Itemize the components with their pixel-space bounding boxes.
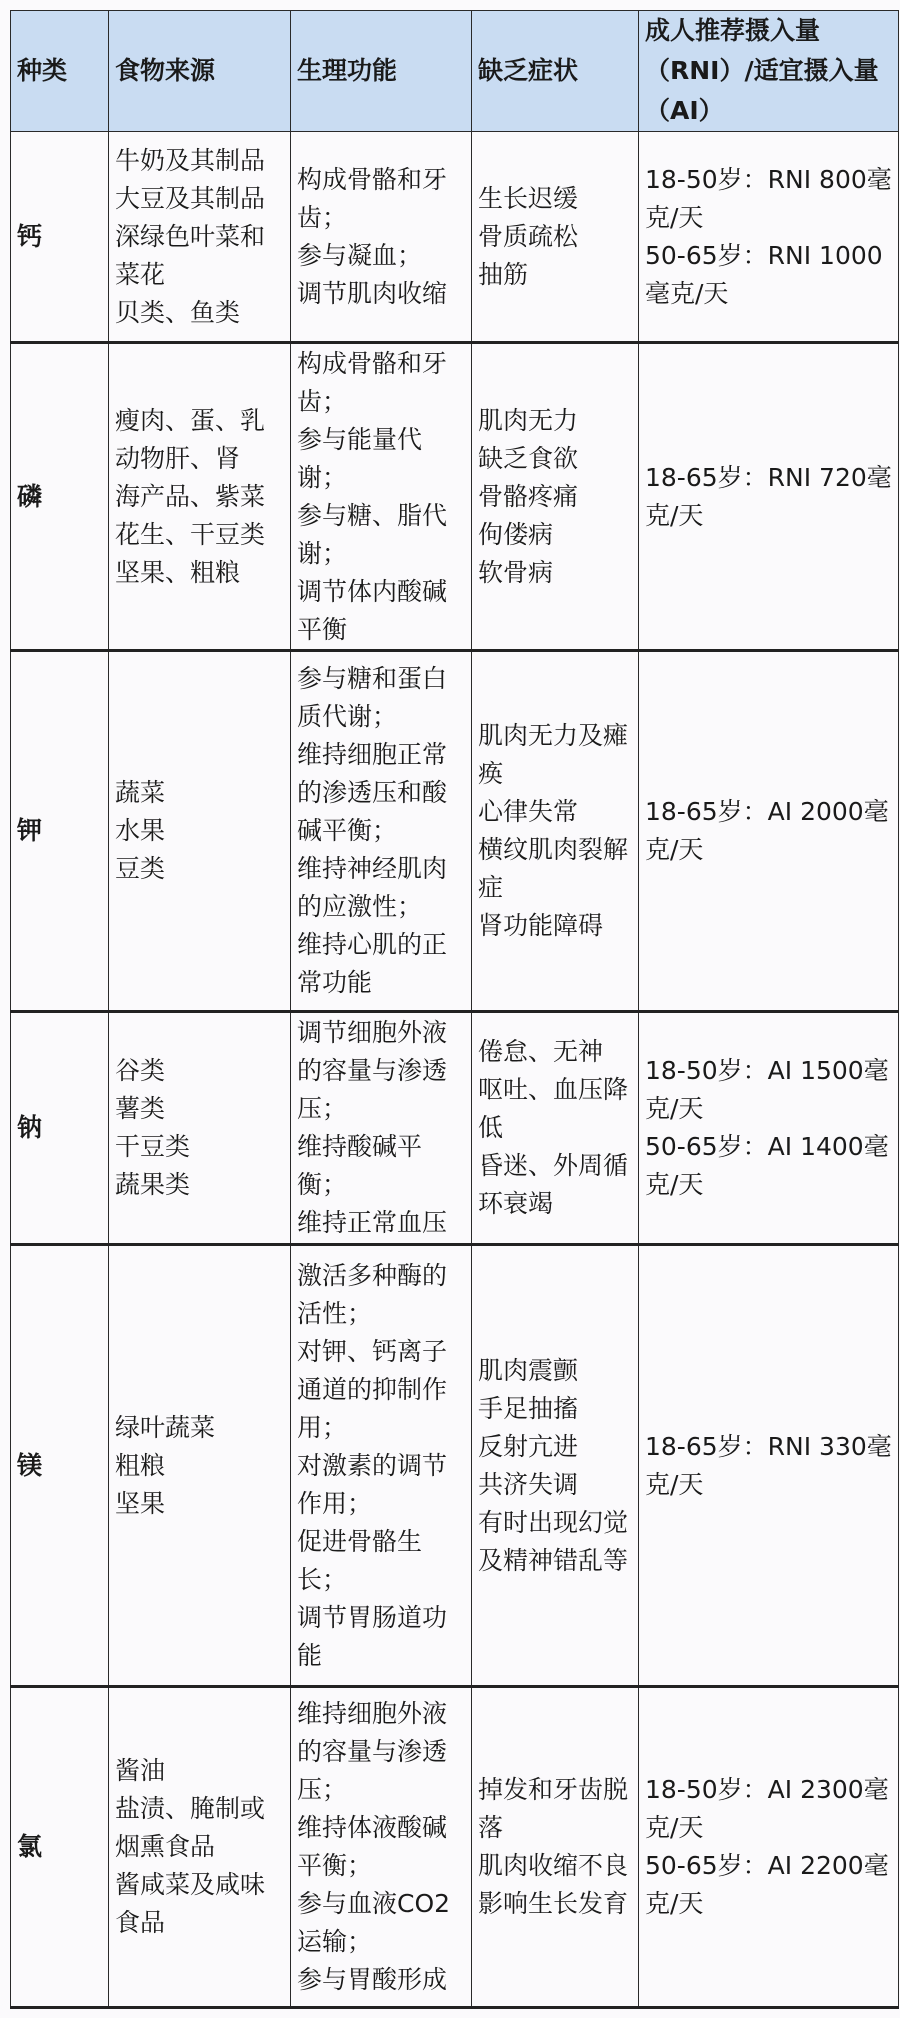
cell-line: 压；	[297, 1775, 348, 1804]
table-row	[11, 1245, 899, 1687]
cell-line: 克/天	[645, 202, 704, 232]
cell-line: 低	[478, 1113, 504, 1142]
cell-line: 肌肉无力及瘫	[478, 721, 629, 750]
cell-line: 坚果、粗粮	[115, 557, 241, 587]
cell-line: 维持神经肌肉	[297, 854, 448, 883]
cell-line: 手足抽搐	[478, 1393, 579, 1423]
cell-line: 横纹肌肉裂解	[478, 835, 629, 864]
cell-line: 海产品、紫菜	[115, 481, 266, 511]
cell-line: 反射亢进	[478, 1431, 579, 1461]
cell-line: 18-50岁：AI 2300毫	[645, 1775, 889, 1804]
cell-line: 牛奶及其制品	[115, 145, 266, 175]
cell-line: 18-50岁：RNI 800毫	[645, 164, 892, 194]
table-row	[11, 651, 899, 1012]
table-row	[11, 1012, 899, 1245]
cell-food-source	[109, 1012, 291, 1245]
cell-line: 18-50岁：AI 1500毫	[645, 1056, 889, 1085]
cell-line: 调节体内酸碱	[297, 576, 448, 606]
cell-line: 50-65岁：AI 1400毫	[645, 1132, 889, 1161]
cell-line: 激活多种酶的	[297, 1260, 448, 1290]
cell-line: 构成骨骼和牙	[297, 164, 448, 194]
cell-line: 及精神错乱等	[478, 1545, 629, 1575]
cell-line: 通道的抑制作	[297, 1374, 448, 1404]
cell-line: 症	[478, 873, 504, 902]
cell-food-source	[109, 343, 291, 651]
table-row	[11, 1687, 899, 2008]
cell-deficiency	[472, 1012, 639, 1245]
cell-line: 维持正常血压	[297, 1208, 448, 1237]
cell-intake	[639, 1245, 899, 1687]
cell-line: 调节胃肠道功	[297, 1602, 448, 1632]
cell-line: 参与胃酸形成	[297, 1965, 448, 1994]
cell-function	[291, 651, 472, 1012]
cell-line: 干豆类	[115, 1132, 191, 1161]
cell-line: 的渗透压和酸	[297, 778, 448, 807]
cell-line: 能	[297, 1640, 323, 1670]
cell-function	[291, 1245, 472, 1687]
cell-intake	[639, 1687, 899, 2008]
cell-deficiency	[472, 343, 639, 651]
cell-line: 长；	[297, 1564, 348, 1594]
cell-deficiency	[472, 1687, 639, 2008]
cell-line: 参与糖和蛋白	[297, 664, 448, 693]
cell-line: 平衡	[297, 614, 348, 644]
cell-line: 蔬菜	[115, 778, 166, 807]
cell-line: 衡；	[297, 1170, 348, 1199]
cell-line: 50-65岁：RNI 1000	[645, 240, 883, 270]
cell-line: 用；	[297, 1412, 348, 1442]
mineral-nutrition-table	[10, 10, 899, 2009]
cell-line: 维持体液酸碱	[297, 1813, 448, 1842]
cell-line: 动物肝、肾	[115, 443, 241, 473]
cell-line: 昏迷、外周循	[478, 1151, 629, 1180]
cell-line: 克/天	[645, 1813, 704, 1842]
cell-line: 食品	[115, 1908, 166, 1937]
cell-line: 50-65岁：AI 2200毫	[645, 1851, 889, 1880]
cell-line: 软骨病	[478, 557, 554, 587]
cell-deficiency	[472, 651, 639, 1012]
cell-function	[291, 1687, 472, 2008]
cell-line: 呕吐、血压降	[478, 1075, 629, 1104]
header-intake-line: （AI）	[645, 96, 724, 125]
cell-line: 参与能量代	[297, 424, 423, 454]
cell-line: 有时出现幻觉	[478, 1507, 629, 1537]
cell-line: 克/天	[645, 1889, 704, 1918]
cell-kind: 磷	[11, 343, 109, 651]
cell-food-source	[109, 1687, 291, 2008]
cell-food-source	[109, 651, 291, 1012]
cell-line: 维持酸碱平	[297, 1132, 423, 1161]
cell-line: 佝偻病	[478, 519, 554, 549]
cell-food-source	[109, 132, 291, 343]
cell-line: 18-65岁：RNI 330毫	[645, 1431, 892, 1461]
cell-line: 绿叶蔬菜	[115, 1412, 216, 1442]
cell-line: 菜花	[115, 259, 166, 289]
cell-line: 碱平衡；	[297, 816, 398, 845]
cell-line: 薯类	[115, 1094, 166, 1123]
cell-line: 水果	[115, 816, 166, 845]
header-intake-line: （RNI）/适宜摄入量	[645, 56, 879, 85]
cell-line: 烟熏食品	[115, 1832, 216, 1861]
cell-kind: 钾	[11, 651, 109, 1012]
cell-line: 克/天	[645, 1094, 704, 1123]
cell-intake	[639, 343, 899, 651]
header-intake-line: 成人推荐摄入量	[645, 16, 821, 45]
cell-line: 酱油	[115, 1756, 166, 1785]
cell-line: 掉发和牙齿脱	[478, 1775, 629, 1804]
cell-line: 维持细胞正常	[297, 740, 448, 769]
cell-kind: 钠	[11, 1012, 109, 1245]
cell-deficiency	[472, 1245, 639, 1687]
cell-line: 压；	[297, 1094, 348, 1123]
header-kind: 种类	[11, 11, 109, 132]
cell-line: 克/天	[645, 1469, 704, 1499]
cell-line: 作用；	[297, 1488, 373, 1518]
cell-line: 瘦肉、蛋、乳	[115, 405, 266, 435]
cell-line: 质代谢；	[297, 702, 398, 731]
cell-line: 酱咸菜及咸味	[115, 1870, 266, 1899]
cell-line: 谢；	[297, 462, 348, 492]
cell-line: 平衡；	[297, 1851, 373, 1880]
cell-kind: 镁	[11, 1245, 109, 1687]
cell-line: 骨质疏松	[478, 221, 579, 251]
cell-line: 花生、干豆类	[115, 519, 266, 549]
cell-line: 对钾、钙离子	[297, 1336, 448, 1366]
cell-intake	[639, 651, 899, 1012]
cell-function	[291, 132, 472, 343]
table-header-row	[11, 11, 899, 132]
cell-line: 盐渍、腌制或	[115, 1794, 266, 1823]
cell-line: 维持心肌的正	[297, 930, 448, 959]
cell-line: 肌肉无力	[478, 405, 579, 435]
cell-line: 共济失调	[478, 1469, 579, 1499]
cell-line: 调节细胞外液	[297, 1018, 448, 1047]
header-deficiency: 缺乏症状	[472, 11, 639, 132]
cell-line: 的应激性；	[297, 892, 423, 921]
header-function: 生理功能	[291, 11, 472, 132]
cell-line: 抽筋	[478, 259, 529, 289]
cell-line: 毫克/天	[645, 278, 729, 308]
cell-line: 18-65岁：RNI 720毫	[645, 462, 892, 492]
cell-line: 粗粮	[115, 1450, 166, 1480]
cell-function	[291, 1012, 472, 1245]
cell-line: 谷类	[115, 1056, 166, 1085]
cell-line: 参与血液CO2	[297, 1889, 451, 1918]
cell-line: 克/天	[645, 1170, 704, 1199]
cell-line: 大豆及其制品	[115, 183, 266, 213]
cell-kind: 氯	[11, 1687, 109, 2008]
cell-line: 维持细胞外液	[297, 1699, 448, 1728]
cell-line: 骨骼疼痛	[478, 481, 579, 511]
table-row	[11, 343, 899, 651]
table-row	[11, 132, 899, 343]
cell-line: 肾功能障碍	[478, 911, 604, 940]
cell-line: 谢；	[297, 538, 348, 568]
cell-line: 环衰竭	[478, 1189, 554, 1218]
cell-line: 齿；	[297, 202, 348, 232]
cell-line: 深绿色叶菜和	[115, 221, 266, 251]
cell-line: 肌肉收缩不良	[478, 1851, 629, 1880]
cell-intake	[639, 132, 899, 343]
cell-line: 肌肉震颤	[478, 1355, 579, 1385]
cell-line: 的容量与渗透	[297, 1737, 448, 1766]
cell-line: 参与凝血；	[297, 240, 423, 270]
cell-line: 对激素的调节	[297, 1450, 448, 1480]
cell-function	[291, 343, 472, 651]
cell-line: 促进骨骼生	[297, 1526, 423, 1556]
header-food-source: 食物来源	[109, 11, 291, 132]
cell-line: 心律失常	[478, 797, 579, 826]
cell-line: 缺乏食欲	[478, 443, 579, 473]
cell-line: 坚果	[115, 1488, 166, 1518]
cell-line: 18-65岁：AI 2000毫	[645, 797, 889, 826]
cell-line: 影响生长发育	[478, 1889, 629, 1918]
cell-kind: 钙	[11, 132, 109, 343]
cell-line: 痪	[478, 759, 504, 788]
cell-line: 构成骨骼和牙	[297, 348, 448, 378]
cell-food-source	[109, 1245, 291, 1687]
cell-line: 齿；	[297, 386, 348, 416]
cell-line: 克/天	[645, 500, 704, 530]
cell-deficiency	[472, 132, 639, 343]
cell-line: 落	[478, 1813, 504, 1842]
cell-line: 倦怠、无神	[478, 1037, 604, 1066]
cell-line: 运输；	[297, 1927, 373, 1956]
cell-line: 豆类	[115, 854, 166, 883]
cell-line: 贝类、鱼类	[115, 297, 241, 327]
cell-line: 的容量与渗透	[297, 1056, 448, 1085]
cell-line: 克/天	[645, 835, 704, 864]
cell-line: 调节肌肉收缩	[297, 278, 448, 308]
cell-line: 生长迟缓	[478, 183, 579, 213]
cell-line: 参与糖、脂代	[297, 500, 448, 530]
cell-line: 常功能	[297, 968, 373, 997]
header-intake	[639, 11, 899, 132]
cell-intake	[639, 1012, 899, 1245]
cell-line: 蔬果类	[115, 1170, 191, 1199]
cell-line: 活性；	[297, 1298, 373, 1328]
